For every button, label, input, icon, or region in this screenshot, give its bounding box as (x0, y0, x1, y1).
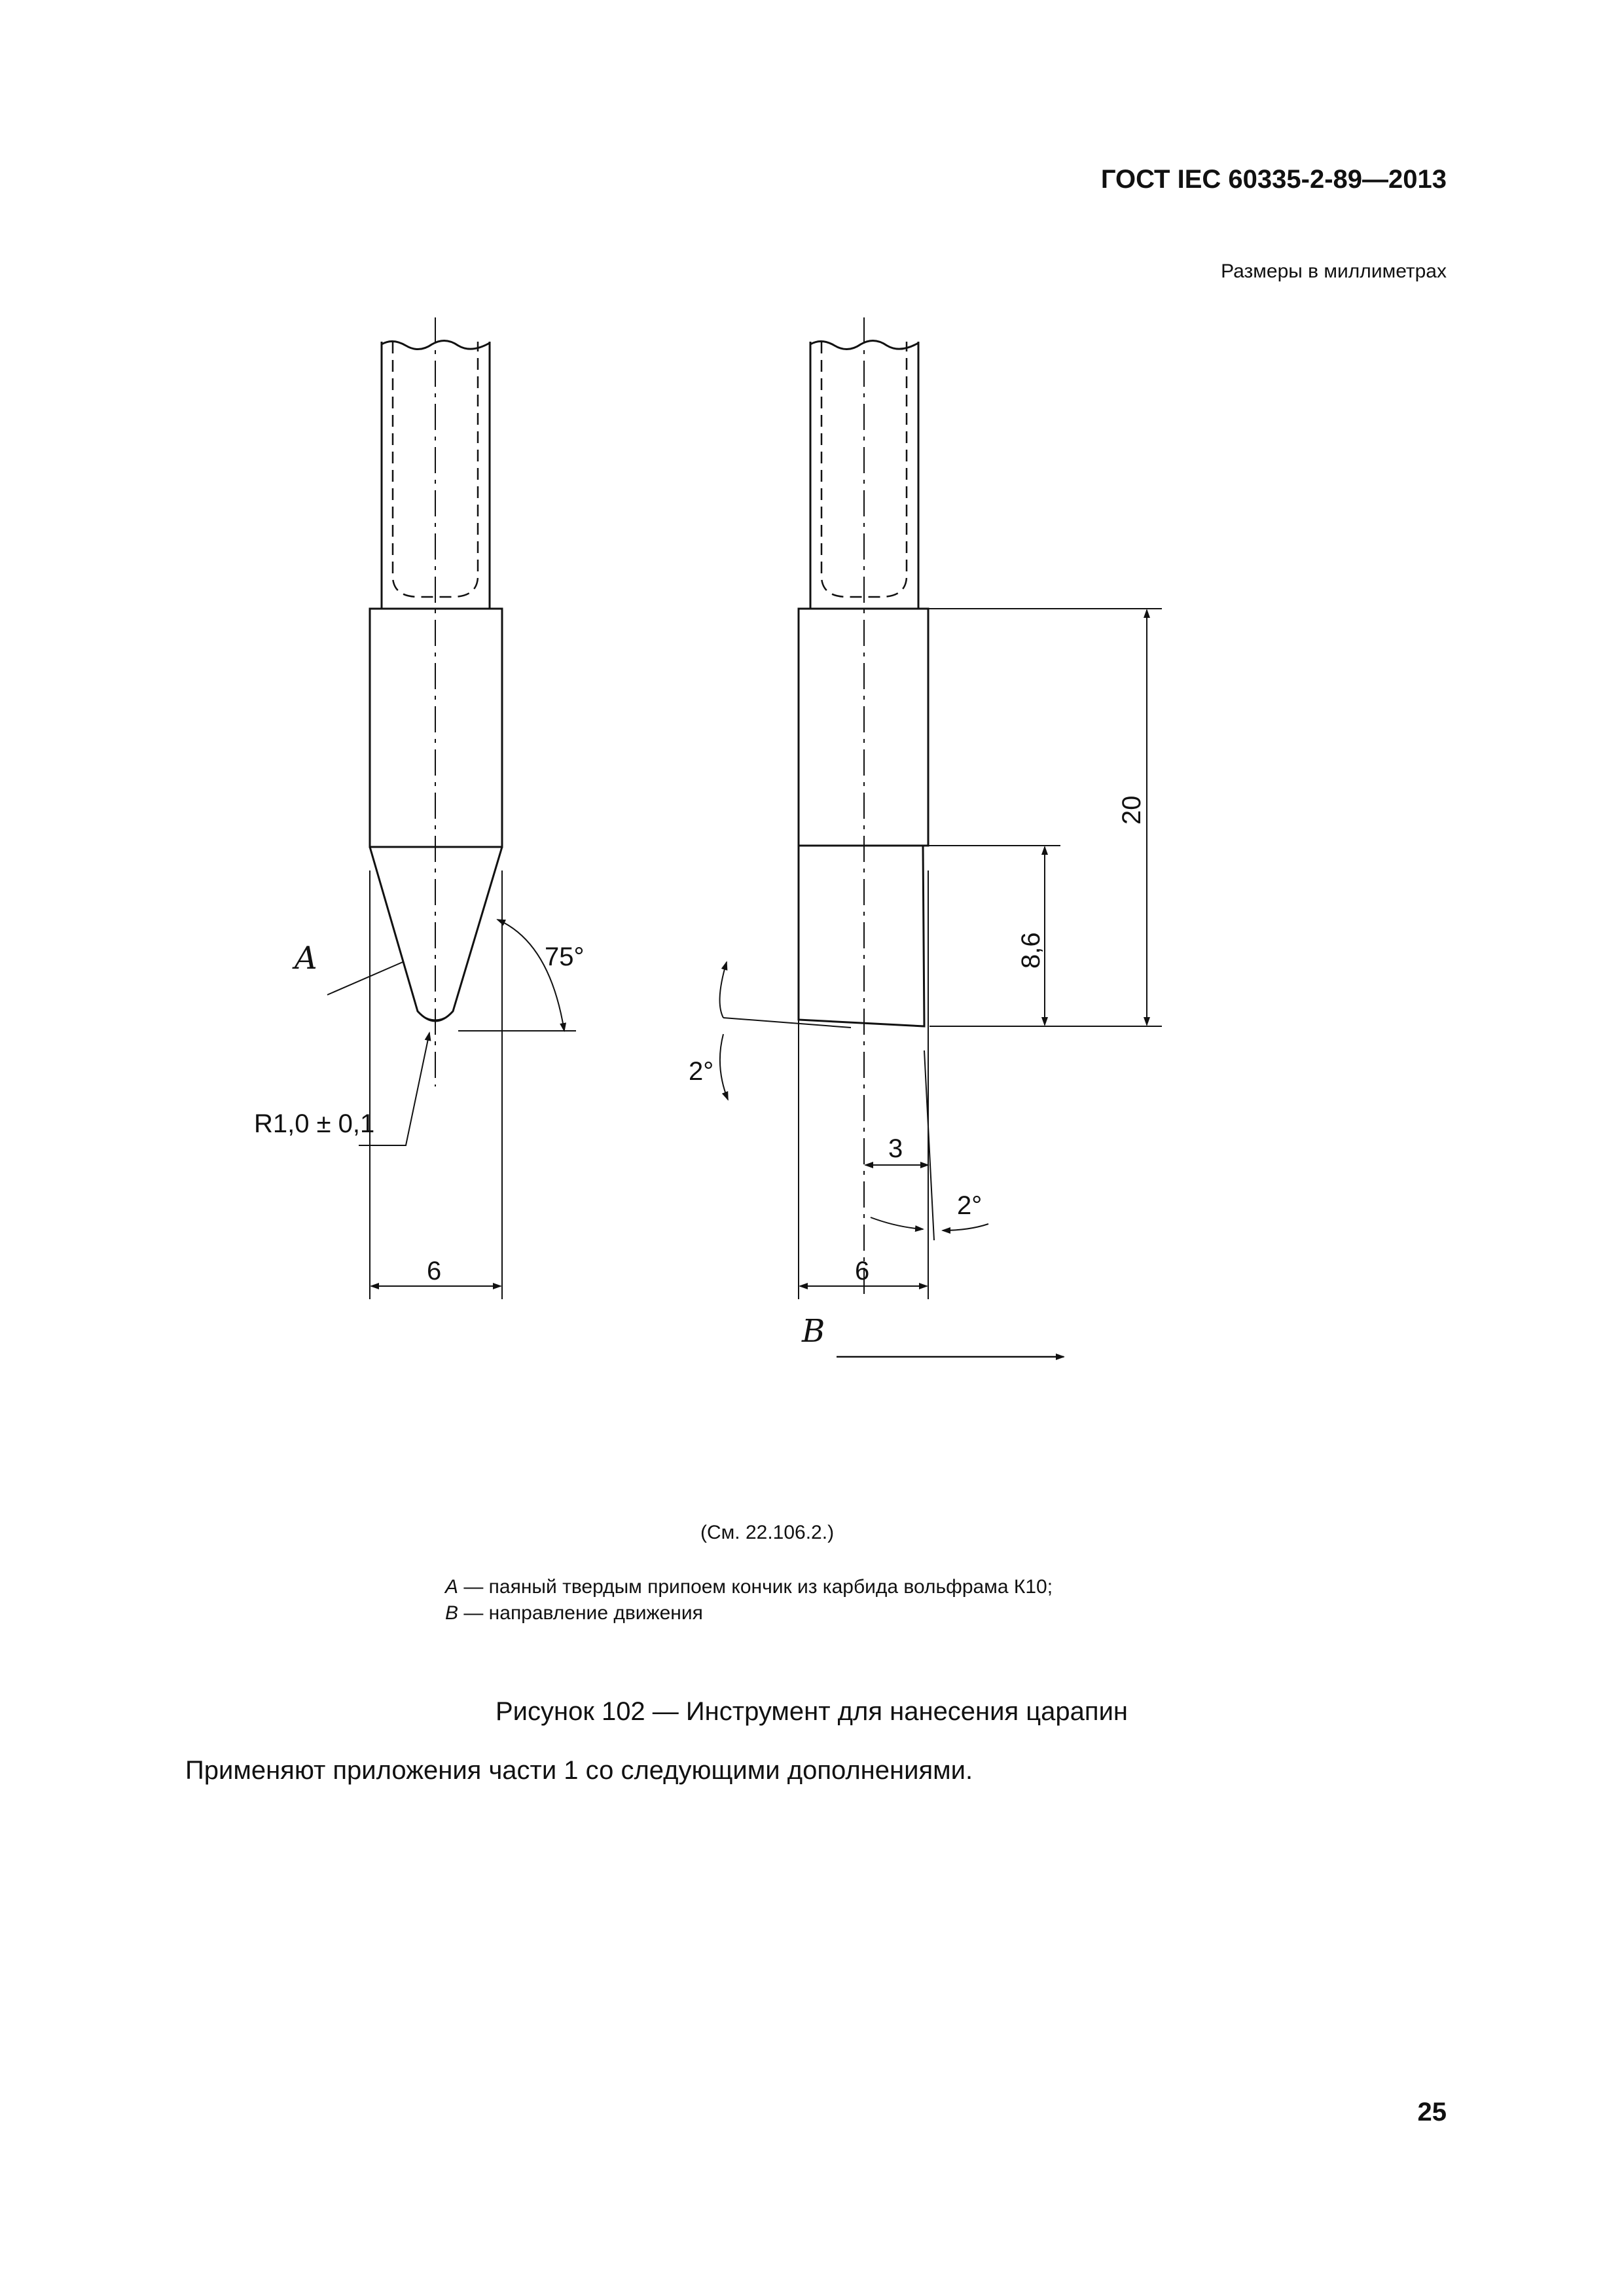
legend-item: B — направление движения (445, 1602, 703, 1624)
units-note: Размеры в миллиметрах (1221, 260, 1447, 282)
document-header: ГОСТ IEC 60335-2-89—2013 (1100, 165, 1447, 194)
figure-caption: Рисунок 102 — Инструмент для нанесения царапин (495, 1697, 1128, 1726)
body-paragraph: Применяют приложения части 1 со следующими дополнениями. (185, 1756, 973, 1785)
label-radius: R1,0 ± 0,1 (254, 1109, 375, 1138)
label-tip-a: A (295, 940, 317, 977)
label-direction-b: B (802, 1313, 825, 1350)
left-view (327, 317, 576, 1299)
label-angle-75: 75° (545, 942, 585, 971)
page-number: 25 (1417, 2098, 1447, 2126)
label-height-20: 20 (1117, 795, 1146, 825)
legend-item: A — паяный твердым припоем кончик из карбида вольфрама К10; (445, 1576, 1053, 1598)
label-height-8-6: 8,6 (1017, 932, 1045, 969)
right-view (720, 317, 1162, 1357)
label-angle-2-bottom: 2° (957, 1191, 983, 1220)
label-angle-2-left: 2° (689, 1057, 714, 1086)
label-width-right: 6 (855, 1257, 870, 1285)
figure-legend (445, 1574, 1053, 1626)
label-offset-3: 3 (888, 1134, 903, 1163)
figure-reference: (См. 22.106.2.) (700, 1522, 835, 1543)
label-width-left: 6 (427, 1257, 442, 1285)
